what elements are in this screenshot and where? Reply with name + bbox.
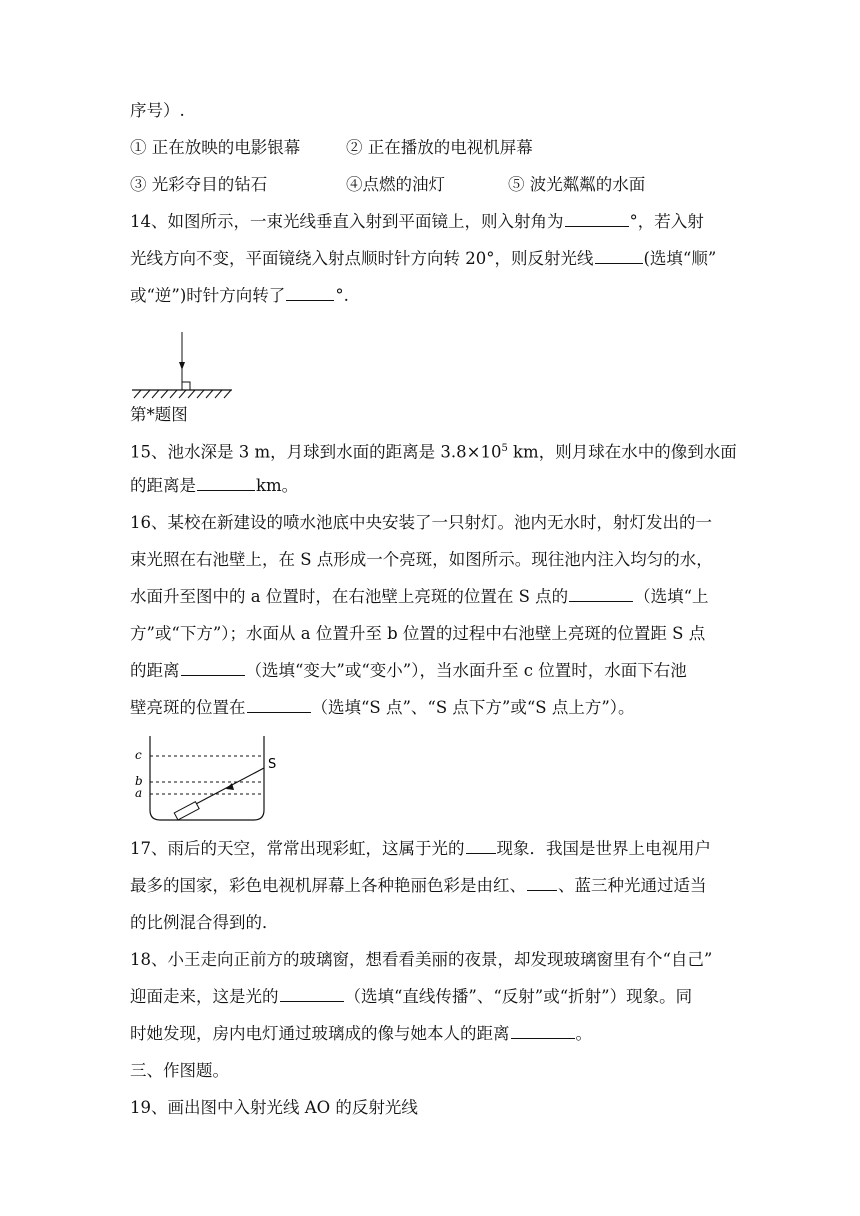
label-b: b	[135, 774, 143, 788]
answer-blank[interactable]	[527, 872, 557, 891]
q16-text: （选填“变大”或“变小”），当水面升至 c 位置时，水面下右池	[245, 661, 687, 680]
q13-option-5: ⑤ 波光粼粼的水面	[508, 175, 646, 194]
q14-text: 14、如图所示，一束光线垂直入射到平面镜上，则入射角为	[130, 212, 564, 231]
q18-line1: 18、小王走向正前方的玻璃窗，想看看美丽的夜景，却发现玻璃窗里有个“自己”	[130, 950, 713, 969]
q18-text: 时她发现，房内电灯通过玻璃成的像与她本人的距离	[130, 1024, 510, 1043]
answer-blank[interactable]	[247, 694, 311, 713]
q14-text: 光线方向不变，平面镜绕入射点顺时针方向转 20°，则反射光线	[130, 249, 594, 268]
q16-line4: 方”或“下方”）；水面从 a 位置升至 b 位置的过程中右池壁上亮斑的位置距 S 点	[130, 624, 706, 643]
answer-blank[interactable]	[565, 208, 629, 227]
q15-text: km。	[256, 476, 299, 495]
q13-options-row1	[130, 129, 732, 166]
answer-blank[interactable]	[466, 835, 496, 854]
q13-option-4: ④点燃的油灯	[346, 175, 445, 194]
label-c: c	[135, 748, 142, 762]
q17-line1	[130, 830, 732, 867]
spotlight-icon	[174, 802, 199, 820]
q16-line5	[130, 652, 732, 689]
document-page	[130, 92, 737, 1126]
q17-line2	[130, 867, 732, 904]
q15-text: 15、池水深是 3 m，月球到水面的距离是 3.8×10	[130, 442, 502, 462]
pool-lamp-figure	[130, 730, 290, 824]
q14-text: 或“逆”)时针方向转了	[130, 286, 286, 305]
answer-blank[interactable]	[569, 583, 633, 602]
q17-text: 17、雨后的天空，常常出现彩虹，这属于光的	[130, 839, 465, 858]
q17-text: 最多的国家，彩色电视机屏幕上各种艳丽色彩是由红、	[130, 876, 526, 895]
q14-line3	[130, 277, 732, 314]
q16-text: （选填“S 点”、“S 点下方”或“S 点上方”）。	[311, 698, 635, 717]
q18-line3	[130, 1015, 732, 1052]
q15-text: 的距离是	[130, 476, 196, 495]
q16-line1: 16、某校在新建设的喷水池底中央安装了一只射灯。池内无水时，射灯发出的一	[130, 513, 712, 532]
q16-text: （选填“上	[634, 587, 709, 606]
q14-line2	[130, 240, 732, 277]
q16-line3	[130, 578, 732, 615]
q19-text: 19、画出图中入射光线 AO 的反射光线	[130, 1098, 418, 1117]
answer-blank[interactable]	[197, 472, 255, 491]
mirror-hatching	[134, 390, 231, 398]
right-angle-mark	[182, 382, 190, 390]
q15-line1	[130, 430, 737, 467]
answer-blank[interactable]	[181, 657, 245, 676]
section-heading: 三、作图题。	[130, 1061, 229, 1080]
label-a: a	[135, 786, 143, 800]
ray-arrow-icon	[179, 362, 185, 370]
q14-text: °.	[335, 286, 349, 305]
q13-tail: 序号）.	[130, 101, 185, 120]
answer-blank[interactable]	[511, 1020, 575, 1039]
label-s: S	[268, 757, 277, 772]
q14-text: °，若入射	[629, 212, 704, 231]
pool-walls	[150, 736, 264, 820]
mirror-incident-ray-figure	[130, 318, 240, 400]
q15-text: km，则月球在水中的像到水面	[507, 442, 737, 462]
q18-text: 迎面走来，这是光的	[130, 987, 279, 1006]
q13-option-1: ① 正在放映的电影银幕	[130, 138, 301, 157]
q18-text: 。	[575, 1024, 592, 1043]
q17-text: 、蓝三种光通过适当	[558, 876, 707, 895]
q16-line6	[130, 689, 732, 726]
q18-line2	[130, 978, 732, 1015]
q16-line2: 束光照在右池壁上，在 S 点形成一个亮斑，如图所示。现往池内注入均匀的水，	[130, 550, 713, 569]
exponent: 5	[501, 443, 508, 454]
q16-text: 壁亮斑的位置在	[130, 698, 246, 717]
q17-text: 现象．我国是世界上电视用户	[496, 839, 711, 858]
figure-caption: 第*题图	[130, 405, 188, 424]
q17-line3: 的比例混合得到的．	[130, 913, 279, 932]
q14-text: (选填“顺”	[643, 249, 717, 268]
answer-blank[interactable]	[280, 983, 344, 1002]
q13-options-row2	[130, 166, 732, 203]
answer-blank[interactable]	[595, 245, 643, 264]
q13-option-2: ② 正在播放的电视机屏幕	[346, 138, 533, 157]
answer-blank[interactable]	[286, 282, 334, 301]
q13-option-3: ③ 光彩夺目的钻石	[130, 175, 268, 194]
q14-line1	[130, 203, 732, 240]
q18-text: （选填“直线传播”、“反射”或“折射”）现象。同	[344, 987, 693, 1006]
q16-text: 水面升至图中的 a 位置时，在右池壁上亮斑的位置在 S 点的	[130, 587, 569, 606]
q16-text: 的距离	[130, 661, 180, 680]
q15-line2	[130, 467, 732, 504]
